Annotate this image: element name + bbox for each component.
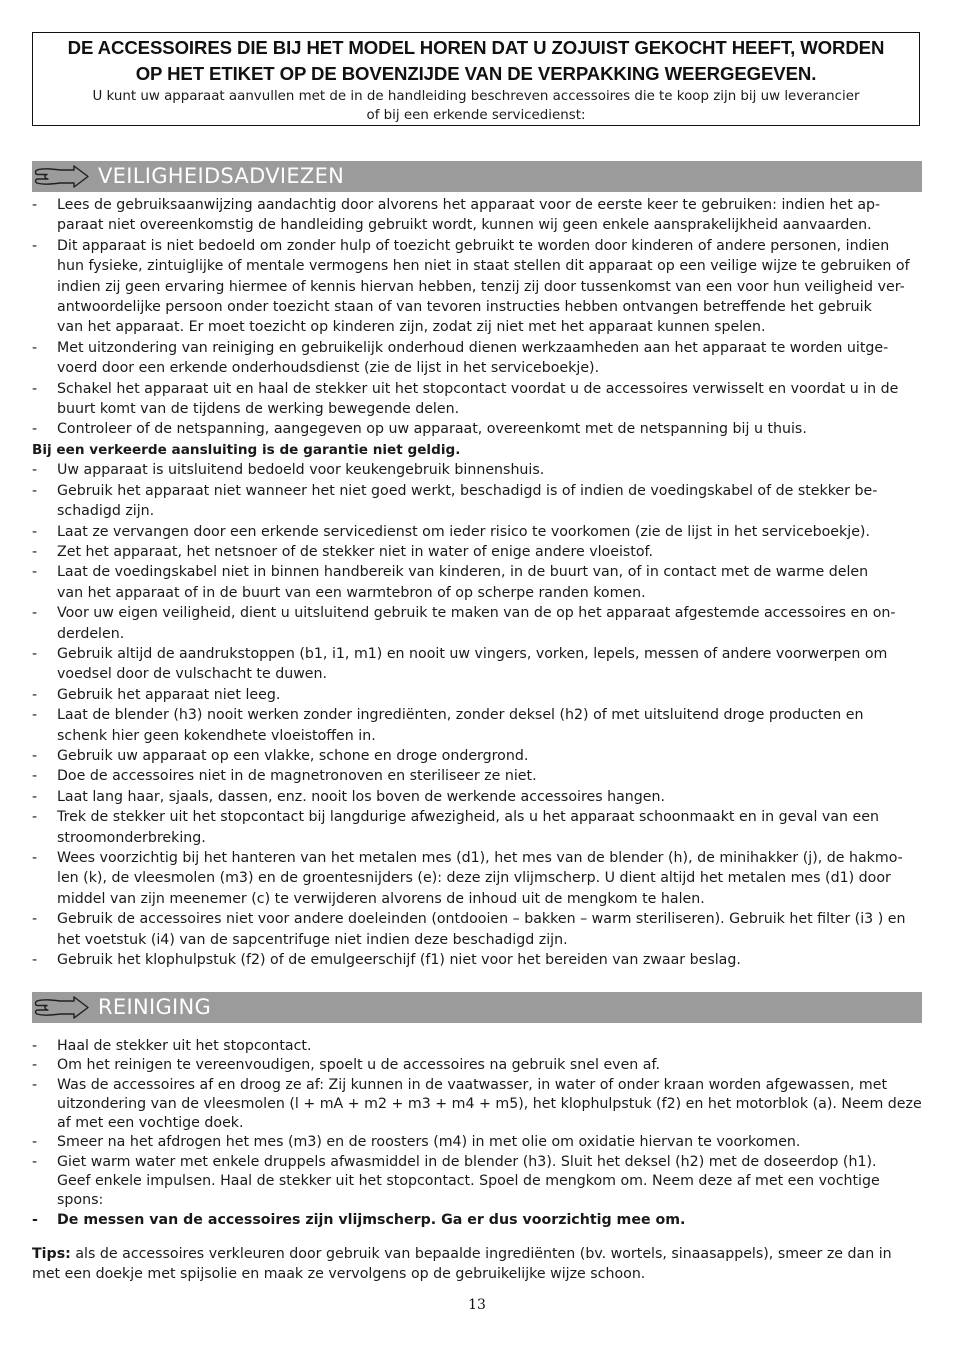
list-item-continuation: van het apparaat of in de buurt van een warmtebron of op scherpe randen komen. xyxy=(57,584,646,601)
tips-label: Tips: xyxy=(32,1246,71,1262)
cleaning-section-title: REINIGING xyxy=(98,995,212,1019)
list-item-continuation: schadigd zijn. xyxy=(57,503,155,520)
list-item: - De messen van de accessoires zijn vlijmscherp. Ga er dus voorzichtig mee om. xyxy=(32,1211,922,1230)
list-item-continuation: af met een vochtige doek. xyxy=(57,1115,244,1132)
list-item: - Lees de gebruiksaanwijzing aandachtig door alvorens het apparaat voor de eerste keer te gebruiken: indien het ap- xyxy=(32,195,922,215)
list-item: - Doe de accessoires niet in de magnetronoven en steriliseer ze niet. xyxy=(32,766,922,786)
notice-body-line-2: of bij een erkende servicedienst: xyxy=(366,108,586,123)
list-item-continuation: buurt komt van de tijdens de werking bewegende delen. xyxy=(57,401,460,418)
list-item-continuation: uitzondering van de vleesmolen (l + mA + m2 + m3 + m4 + m5), het klophulpstuk (f2) en het motorblok (a). Neem deze xyxy=(57,1095,922,1112)
list-item: - Met uitzondering van reiniging en gebruikelijk onderhoud dienen werkzaamheden aan het apparaat te worden uitge- xyxy=(32,338,922,358)
list-item-continuation: voedsel door de vulschacht te duwen. xyxy=(57,666,328,683)
list-item: - Dit apparaat is niet bedoeld om zonder hulp of toezicht gebruikt te worden door kinderen of andere personen, indien xyxy=(32,236,922,256)
safety-section-title: VEILIGHEIDSADVIEZEN xyxy=(98,164,345,188)
list-item-continuation: paraat niet overeenkomstig de handleiding gebruikt wordt, kunnen wij geen enkele aansprakelijkheid aanvaarden. xyxy=(57,217,872,234)
list-item-continuation: hun fysieke, zintuiglijke of mentale vermogens hen niet in staat stellen dit apparaat op een veilige wijze te gebruiken of xyxy=(57,258,910,275)
tips-line-2: met een doekje met spijsolie en maak ze vervolgens op de gebruikelijke wijze schoon. xyxy=(32,1265,646,1282)
safety-section-header xyxy=(32,161,922,192)
list-item: - Voor uw eigen veiligheid, dient u uitsluitend gebruik te maken van de op het apparaat afgestemde accessoires en on- xyxy=(32,603,922,623)
notice-title-line-1: DE ACCESSOIRES DIE BIJ HET MODEL HOREN DAT U ZOJUIST GEKOCHT HEEFT, WORDEN xyxy=(67,37,885,58)
list-item-continuation: van het apparaat. Er moet toezicht op kinderen zijn, zodat zij niet met het apparaat kunnen spelen. xyxy=(57,319,766,336)
list-item: - Smeer na het afdrogen het mes (m3) en de roosters (m4) in met olie om oxidatie hiervan te voorkomen. xyxy=(32,1133,922,1152)
list-item-continuation: het voetstuk (i4) van de sapcentrifuge niet indien deze beschadigd zijn. xyxy=(57,931,568,948)
list-item: - Schakel het apparaat uit en haal de stekker uit het stopcontact voordat u de accessoires verwisselt en voordat u in de xyxy=(32,379,922,399)
list-item-continuation: middel van zijn meenemer (c) te verwijderen alvorens de inhoud uit de mengkom te halen. xyxy=(57,890,705,907)
list-item-continuation: voerd door een erkende onderhoudsdienst (zie de lijst in het serviceboekje). xyxy=(57,360,600,377)
list-item-continuation: len (k), de vleesmolen (m3) en de groentesnijders (e): deze zijn vlijmscherp. U dient altijd het metalen mes (d1) door xyxy=(57,870,891,887)
list-item: - Om het reinigen te vereenvoudigen, spoelt u de accessoires na gebruik snel even af. xyxy=(32,1056,922,1075)
list-item: - Controleer of de netspanning, aangegeven op uw apparaat, overeenkomt met de netspanning bij u thuis. xyxy=(32,419,922,439)
list-item-continuation: stroomonderbreking. xyxy=(57,829,206,846)
list-item-continuation: spons: xyxy=(57,1192,104,1209)
list-item: - Gebruik altijd de aandrukstoppen (b1, i1, m1) en nooit uw vingers, vorken, lepels, messen of andere voorwerpen om xyxy=(32,644,922,664)
list-item: - Gebruik het apparaat niet leeg. xyxy=(32,685,922,705)
hand-arrow-icon xyxy=(34,165,90,188)
accessories-notice xyxy=(32,32,920,126)
page-number: 13 xyxy=(468,1297,486,1313)
list-item: - Gebruik het klophulpstuk (f2) of de emulgeerschijf (f1) niet voor het bereiden van zwaar beslag. xyxy=(32,950,922,970)
list-item: - Uw apparaat is uitsluitend bedoeld voor keukengebruik binnenshuis. xyxy=(32,460,922,480)
list-item: - Giet warm water met enkele druppels afwasmiddel in de blender (h3). Sluit het deksel (h2) met de doseerdop (h1). xyxy=(32,1153,922,1172)
list-item: - Was de accessoires af en droog ze af: Zij kunnen in de vaatwasser, in water of onder kraan worden afgewassen, met xyxy=(32,1076,922,1095)
hand-arrow-icon xyxy=(34,996,90,1019)
notice-title-line-2: OP HET ETIKET OP DE BOVENZIJDE VAN DE VERPAKKING WEERGEGEVEN. xyxy=(135,63,817,84)
list-item: - Gebruik uw apparaat op een vlakke, schone en droge ondergrond. xyxy=(32,746,922,766)
list-item: - Laat lang haar, sjaals, dassen, enz. nooit los boven de werkende accessoires hangen. xyxy=(32,787,922,807)
list-item: - Gebruik de accessoires niet voor andere doeleinden (ontdooien – bakken – warm steriliseren). Gebruik het filter (i3 ) en xyxy=(32,909,922,929)
notice-body-line-1: U kunt uw apparaat aanvullen met de in de handleiding beschreven accessoires die te koop zijn bij uw leverancier xyxy=(92,89,860,104)
list-item: - Gebruik het apparaat niet wanneer het niet goed werkt, beschadigd is of indien de voedingskabel of de stekker be- xyxy=(32,481,922,501)
list-item-continuation: derdelen. xyxy=(57,625,125,642)
safety-list xyxy=(32,195,922,970)
list-item-continuation: schenk hier geen kokendhete vloeistoffen in. xyxy=(57,727,376,744)
cleaning-list xyxy=(32,1037,922,1230)
list-item-continuation: Geef enkele impulsen. Haal de stekker uit het stopcontact. Spoel de mengkom om. Neem deze af met een vochtige xyxy=(57,1173,880,1190)
list-item: - Wees voorzichtig bij het hanteren van het metalen mes (d1), het mes van de blender (h), de minihakker (j), de hakmo- xyxy=(32,848,922,868)
list-item: - Zet het apparaat, het netsnoer of de stekker niet in water of enige andere vloeistof. xyxy=(32,542,922,562)
list-item: - Laat de blender (h3) nooit werken zonder ingrediënten, zonder deksel (h2) of met uitsluitend droge producten en xyxy=(32,705,922,725)
cleaning-section-header xyxy=(32,992,922,1023)
list-item: - Trek de stekker uit het stopcontact bij langdurige afwezigheid, als u het apparaat schoonmaakt en in geval van een xyxy=(32,807,922,827)
list-item: - Laat ze vervangen door een erkende servicedienst om ieder risico te voorkomen (zie de lijst in het serviceboekje). xyxy=(32,522,922,542)
list-item: - Haal de stekker uit het stopcontact. xyxy=(32,1037,922,1056)
warning-heading: Bij een verkeerde aansluiting is de garantie niet geldig. xyxy=(32,441,461,458)
list-item-continuation: antwoordelijke persoon onder toezicht staan of van tevoren instructies hebben ontvangen betreffende het gebruik xyxy=(57,299,872,316)
list-item-continuation: indien zij geen ervaring hiermee of kennis hiervan hebben, tenzij zij door tussenkomst van een voor hun veiligheid ver- xyxy=(57,278,905,295)
list-item: - Laat de voedingskabel niet in binnen handbereik van kinderen, in de buurt van, of in contact met de warme delen xyxy=(32,562,922,582)
tips-line-1 xyxy=(32,1245,922,1265)
tips-text-1: als de accessoires verkleuren door gebruik van bepaalde ingrediënten (bv. wortels, sinaasappels), smeer ze dan in xyxy=(70,1246,892,1262)
tips-paragraph xyxy=(32,1245,922,1284)
